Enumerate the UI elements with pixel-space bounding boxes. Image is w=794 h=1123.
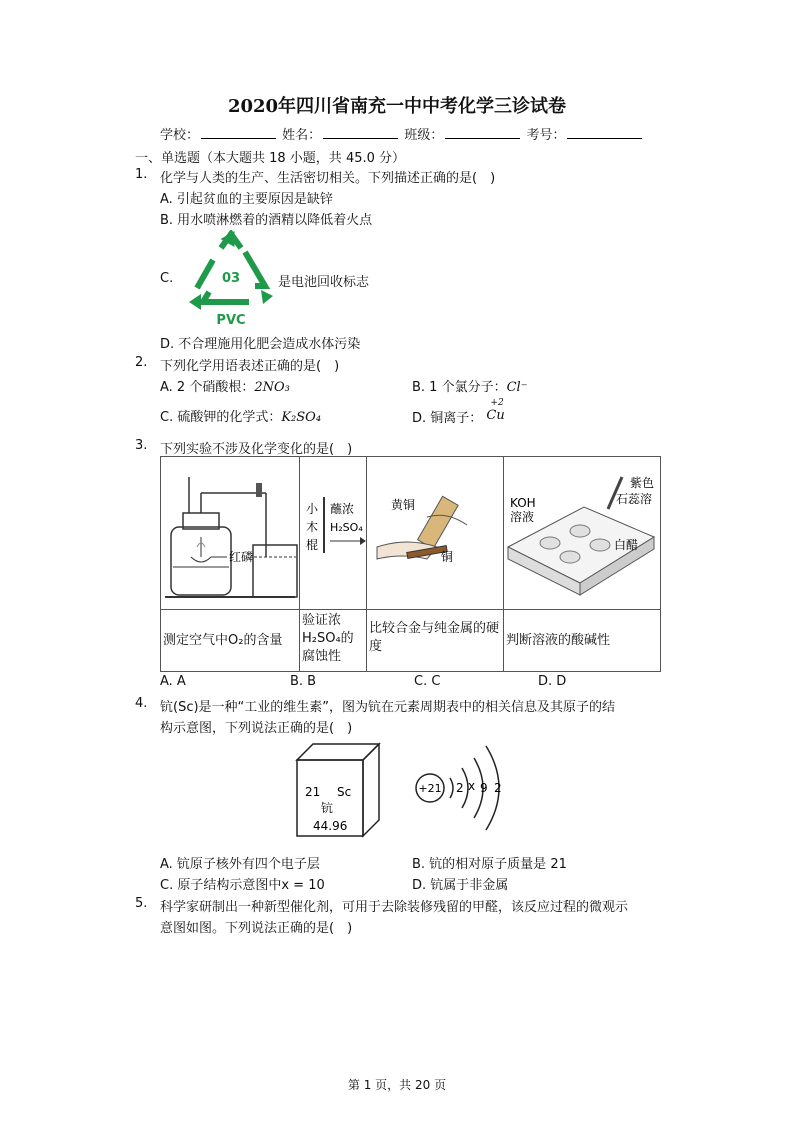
q2-option-b-text: B. 1 个氯分子： — [412, 380, 507, 395]
q2-option-a[interactable] — [160, 376, 290, 395]
q4-option-b[interactable]: B. 钪的相对原子质量是 21 — [412, 857, 567, 872]
atomic-mass: 44.96 — [313, 819, 348, 833]
q3-option-b[interactable]: B. B — [290, 674, 317, 689]
phosphorus-combustion-apparatus-icon — [161, 457, 299, 605]
recycle-label: PVC — [216, 313, 246, 328]
q1-option-d[interactable]: D. 不合理施用化肥会造成水体污染 — [160, 337, 361, 352]
q2-option-d-text: D. 铜离子： — [412, 411, 483, 426]
q5-number: 5. — [135, 896, 148, 911]
q3-caption-b: 验证浓 H₂SO₄的腐蚀性 — [300, 610, 367, 672]
atomic-number: 21 — [305, 785, 321, 799]
class-label: 班级： — [404, 128, 444, 143]
exam-no-blank[interactable] — [567, 126, 642, 139]
spot-plate-icon — [504, 457, 660, 605]
q2-option-c-text: C. 硫酸钾的化学式： — [160, 410, 282, 425]
q3-caption-d: 判断溶液的酸碱性 — [504, 610, 661, 672]
q3-image-c — [367, 457, 504, 610]
solution-label: 溶液 — [510, 510, 535, 524]
q1-stem: 化学与人类的生产、生活密切相关。下列描述正确的是( ) — [160, 171, 496, 186]
nucleus-charge: +21 — [418, 782, 442, 795]
name-blank[interactable] — [323, 126, 398, 139]
q2-option-a-text: A. 2 个硝酸根： — [160, 380, 255, 395]
q1-option-c-prefix[interactable]: C. — [160, 271, 174, 286]
brass-label: 黄铜 — [391, 498, 416, 512]
q3-caption-c: 比较合金与纯金属的硬度 — [367, 610, 504, 672]
q3-stem: 下列实验不涉及化学变化的是( ) — [160, 442, 353, 457]
shell-1-count: 2 — [456, 781, 464, 795]
q4-number: 4. — [135, 696, 148, 711]
koh-label: KOH — [510, 496, 536, 510]
section-heading: 一、单选题（本大题共 18 小题，共 45.0 分） — [135, 151, 406, 166]
brass-copper-scratch-icon — [367, 457, 503, 605]
shell-3-count: 9 — [480, 781, 488, 795]
q3-experiment-table — [160, 456, 661, 672]
q2-number: 2. — [135, 355, 148, 370]
q2-option-a-formula: 2NO₃ — [254, 380, 290, 395]
student-info-line — [160, 124, 644, 143]
periodic-cell-icon — [293, 740, 383, 840]
q1-option-a[interactable]: A. 引起贫血的主要原因是缺锌 — [160, 192, 333, 207]
shell-2-count: x — [468, 779, 476, 793]
stick-label-1: 小 — [306, 502, 319, 516]
q3-image-a — [161, 457, 300, 610]
purple-label: 紫色 — [630, 476, 655, 490]
q2-ion-charge: +2 — [490, 398, 504, 408]
q1-number: 1. — [135, 167, 148, 182]
q5-stem-line2: 意图如图。下列说法正确的是( ) — [160, 921, 353, 936]
q4-option-d[interactable]: D. 钪属于非金属 — [412, 878, 509, 893]
q5-stem-line1: 科学家研制出一种新型催化剂，可用于去除装修残留的甲醛，该反应过程的微观示 — [160, 900, 629, 915]
q4-option-c[interactable]: C. 原子结构示意图中x = 10 — [160, 878, 325, 893]
school-label: 学校： — [160, 128, 200, 143]
stick-label-3: 棍 — [306, 538, 319, 552]
litmus-label: 石蕊溶 — [616, 492, 653, 506]
stick-label-2: 木 — [306, 520, 319, 534]
red-phosphorus-label: 红磷 — [229, 550, 254, 564]
page-title: 2020年四川省南充一中中考化学三诊试卷 — [227, 96, 567, 117]
page-footer: 第 1 页，共 20 页 — [347, 1078, 447, 1092]
q4-stem-line2: 构示意图，下列说法正确的是( ) — [160, 721, 353, 736]
q1-option-c-text[interactable]: 是电池回收标志 — [278, 275, 370, 290]
acid-label-2: H₂SO₄ — [330, 521, 363, 534]
stick-acid-icon — [300, 457, 366, 605]
q3-image-b — [300, 457, 367, 610]
class-blank[interactable] — [445, 126, 520, 139]
name-label: 姓名： — [282, 128, 322, 143]
q3-caption-a: 测定空气中O₂的含量 — [161, 610, 300, 672]
acid-label-1: 蘸浓 — [330, 502, 355, 516]
q2-option-c-formula: K₂SO₄ — [281, 410, 322, 425]
q2-option-d[interactable] — [412, 398, 506, 426]
q4-stem-line1: 钪(Sc)是一种“工业的维生素”，图为钪在元素周期表中的相关信息及其原子的结 — [160, 700, 616, 715]
q2-option-b[interactable] — [412, 376, 528, 395]
exam-no-label: 考号： — [526, 128, 566, 143]
q3-number: 3. — [135, 438, 148, 453]
recycle-symbol-icon — [183, 230, 278, 330]
shell-4-count: 2 — [494, 781, 502, 795]
q3-option-c[interactable]: C. C — [414, 674, 441, 689]
atom-structure-icon — [412, 740, 512, 836]
q2-stem: 下列化学用语表述正确的是( ) — [160, 359, 340, 374]
q1-option-b[interactable]: B. 用水喷淋燃着的酒精以降低着火点 — [160, 213, 373, 228]
school-blank[interactable] — [201, 126, 276, 139]
q2-option-d-ion — [486, 398, 506, 423]
q3-option-a[interactable]: A. A — [160, 674, 186, 689]
element-name: 钪 — [321, 801, 334, 815]
q3-image-d — [504, 457, 661, 610]
recycle-number: 03 — [221, 271, 241, 286]
vinegar-label: 白醋 — [614, 538, 639, 552]
q2-ion-element: Cu — [486, 408, 505, 423]
q3-option-d[interactable]: D. D — [538, 674, 567, 689]
q4-option-a[interactable]: A. 钪原子核外有四个电子层 — [160, 857, 320, 872]
q2-option-b-formula: Cl⁻ — [506, 380, 528, 395]
element-symbol: Sc — [337, 785, 352, 799]
copper-label: 铜 — [441, 550, 454, 564]
q2-option-c[interactable] — [160, 406, 321, 425]
